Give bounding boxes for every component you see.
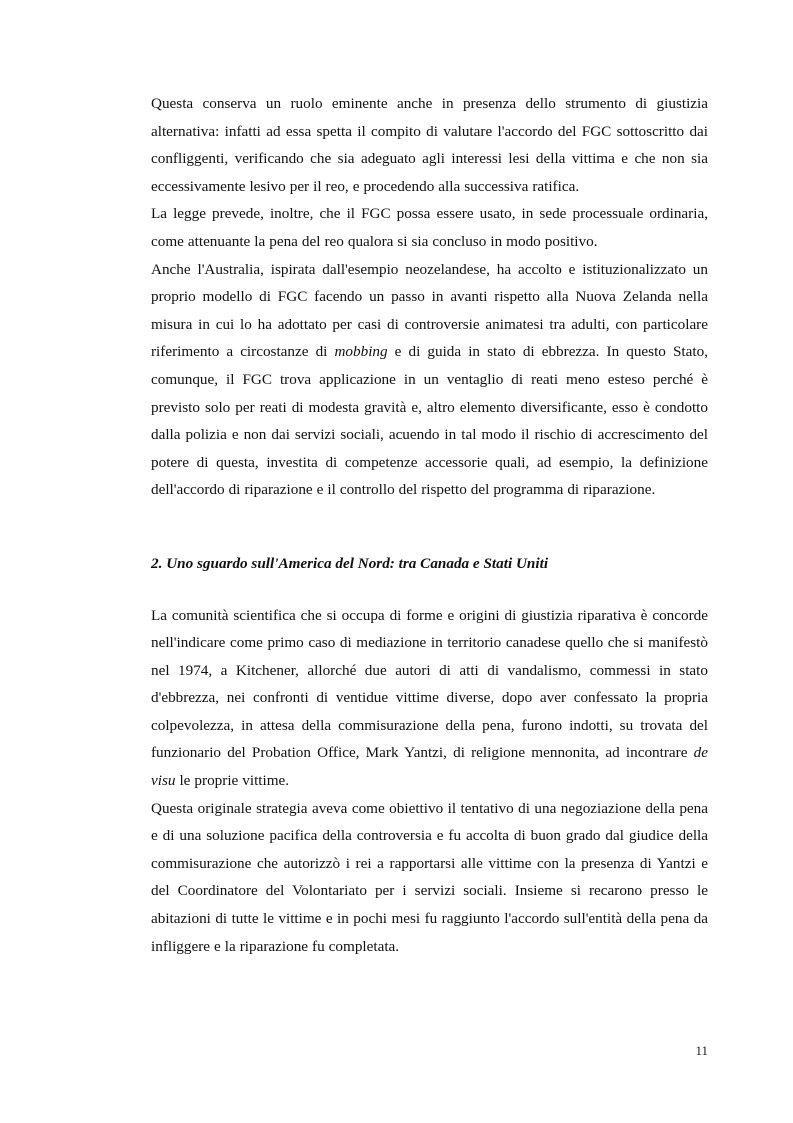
paragraph-canada-text-2: le proprie vittime. — [175, 772, 290, 790]
term-mobbing: mobbing — [334, 343, 388, 361]
paragraph-australia — [151, 256, 708, 504]
paragraph-strategy: Questa originale strategia aveva come obiettivo il tentativo di una negoziazione della pena e di una soluzione pacifica della controversia e fu accolta di buon grado dal giudice della commisurazione che autorizzò i rei a rapportarsi alle vittime con la presenza di Yantzi e del Coordinatore del Volontariato per i servizi sociali. Insieme si recarono presso le abitazioni di tutte le vittime e in pochi mesi fu raggiunto l'accordo sull'entità della pena da infliggere e la riparazione fu completata. — [151, 799, 708, 955]
term-de-visu: de visu — [151, 744, 708, 790]
paragraph-australia-text-1: Anche l'Australia, ispirata dall'esempio neozelandese, ha accolto e istituzionalizzato un proprio modello di FGC facendo un passo in avanti rispetto alla Nuova Zelanda nella misura in cui lo ha adottato per casi di controversie animatesi tra adulti, con particolare riferimento a circostanze di — [151, 260, 708, 361]
paragraph-law-attenuating: La legge prevede, inoltre, che il FGC possa essere usato, in sede processuale ordinaria, come attenuante la pena del reo qualora si sia concluso in modo positivo. — [151, 205, 708, 250]
section-body — [151, 602, 708, 961]
paragraph-canada-kitchener — [151, 602, 708, 795]
paragraph-canada-text-1: La comunità scientifica che si occupa di forme e origini di giustizia riparativa è concorde nell'indicare come primo caso di mediazione in territorio canadese quello che si manifestò nel 1974, a Kitchener, allorché due autori di atti di vandalismo, commessi in stato d'ebbrezza, nei confronti di ventidue vittime diverse, dopo aver confessato la propria colpevolezza, in attesa della commisurazione della pena, furono indotti, su trovata del funzionario del Probation Office, Mark Yantzi, di religione mennonita, ad incontrare — [151, 606, 708, 762]
paragraph-tribunal-role: Questa conserva un ruolo eminente anche in presenza dello strumento di giustizia alternativa: infatti ad essa spetta il compito di valutare l'accordo del FGC sottoscritto dai confliggenti, verificando che sia adeguato agli interessi lesi della vittima e che non sia eccessivamente lesivo per il reo, e procedendo alla successiva ratifica. — [151, 95, 708, 195]
section-heading-north-america: 2. Uno sguardo sull'America del Nord: tra Canada e Stati Uniti — [151, 554, 549, 572]
page-number: 11 — [695, 1043, 708, 1058]
paragraph-australia-text-2: e di guida in stato di ebbrezza. In questo Stato, comunque, il FGC trova applicazione in un ventaglio di reati meno esteso perché è previsto solo per reati di modesta gravità e, altro elemento diversificante, esso è condotto dalla polizia e non dai servizi sociali, acuendo in tal modo il rischio di accrescimento del potere di questa, investita di competenze accessorie quali, ad esempio, la definizione dell'accordo di riparazione e il controllo del rispetto del programma di riparazione. — [151, 343, 708, 499]
document-page — [151, 90, 708, 960]
